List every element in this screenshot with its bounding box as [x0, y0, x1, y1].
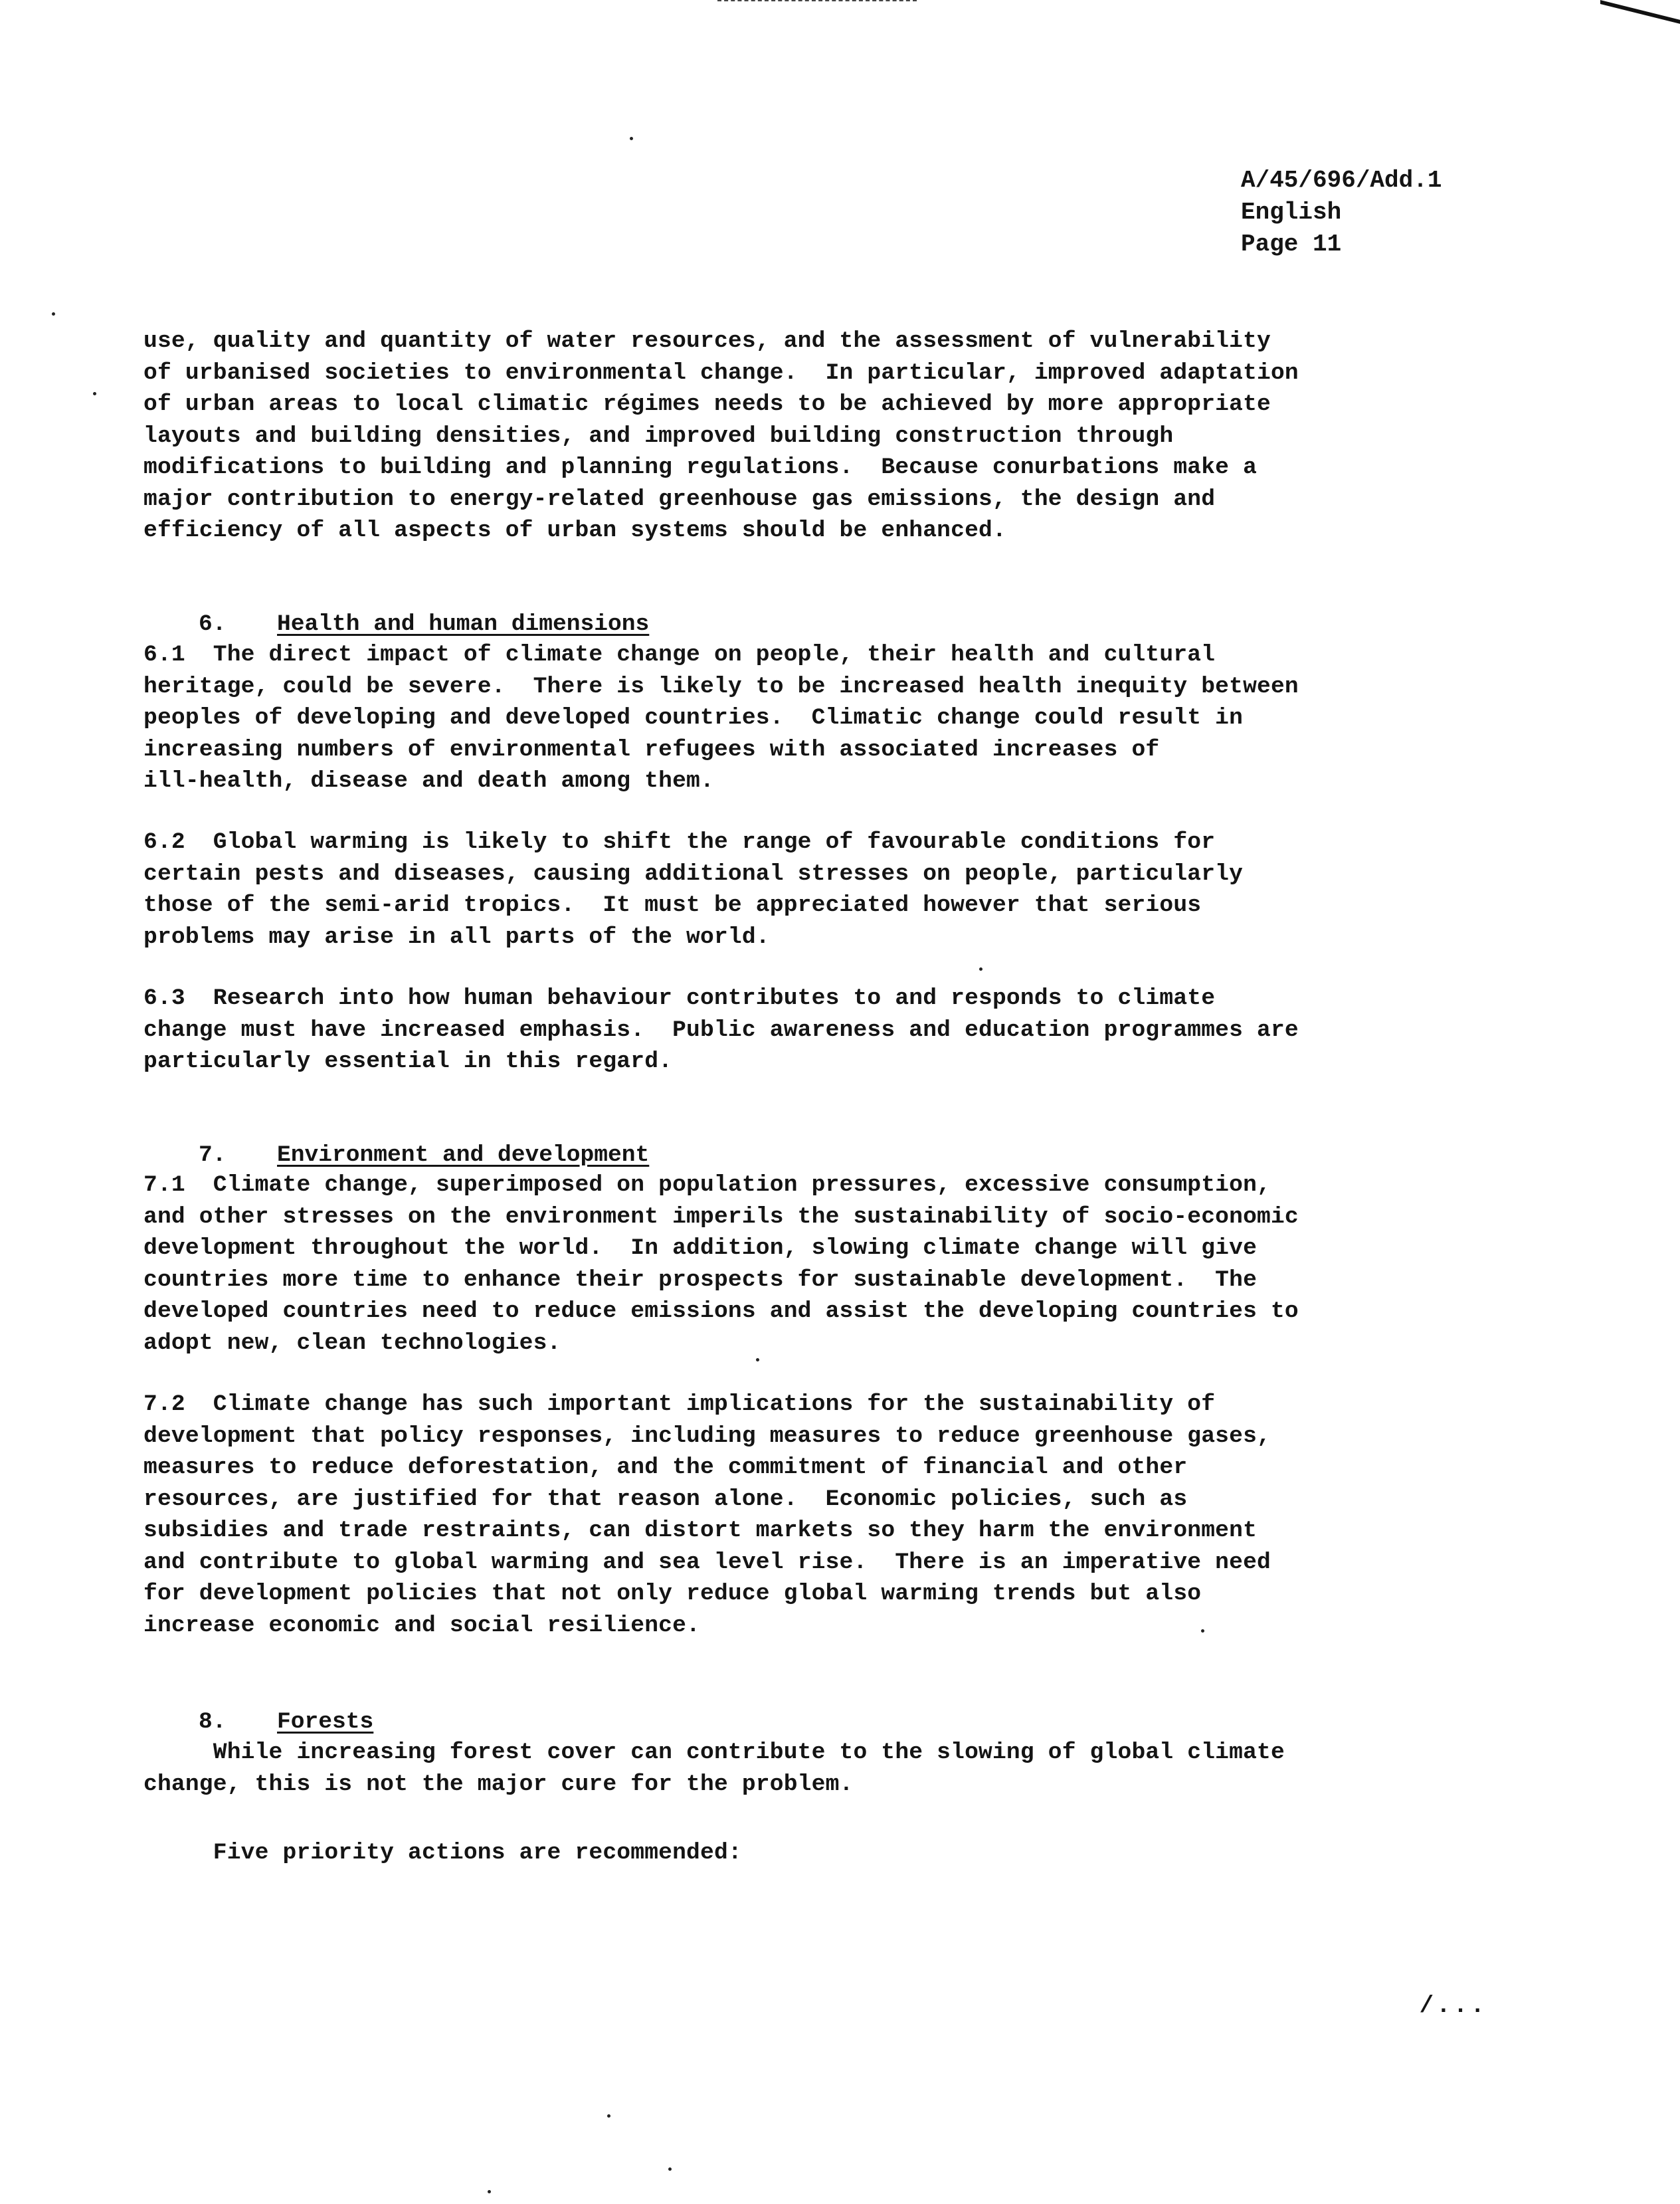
text-line: increasing numbers of environmental refugees with associated increases of [143, 736, 1160, 763]
scan-speck [1201, 1629, 1204, 1633]
continuation-mark: /... [1419, 1992, 1487, 2019]
scan-speck [607, 2114, 610, 2118]
text-line: heritage, could be severe. There is likely to be increased health inequity between [143, 673, 1299, 700]
paragraph-intro [143, 326, 1499, 547]
page-number: Page 11 [1241, 231, 1342, 258]
text-line: adopt new, clean technologies. [143, 1330, 561, 1356]
scan-corner-mark [1600, 0, 1680, 50]
text-line: problems may arise in all parts of the world. [143, 924, 770, 950]
scan-speck [756, 1358, 759, 1361]
text-line: change must have increased emphasis. Public awareness and education programmes are [143, 1017, 1299, 1043]
scan-speck [630, 137, 633, 140]
paragraph-7-2 [143, 1389, 1499, 1641]
paragraph-6-1 [143, 639, 1499, 797]
text-line: countries more time to enhance their prospects for sustainable development. The [143, 1266, 1258, 1293]
scan-speck [979, 967, 982, 971]
text-line: use, quality and quantity of water resources, and the assessment of vulnerability [143, 328, 1271, 354]
text-line: development throughout the world. In addition, slowing climate change will give [143, 1235, 1258, 1261]
text-line: resources, are justified for that reason alone. Economic policies, such as [143, 1486, 1188, 1512]
text-line: and other stresses on the environment imperils the sustainability of socio-economic [143, 1203, 1299, 1230]
paragraph-8-intro [143, 1737, 1499, 1800]
scan-speck [52, 312, 55, 316]
text-line: of urbanised societies to environmental change. In particular, improved adaptation [143, 359, 1299, 386]
text-line: major contribution to energy-related greenhouse gas emissions, the design and [143, 486, 1216, 512]
text-line: 6.3 Research into how human behaviour contributes to and responds to climate [143, 985, 1216, 1011]
text-line: and contribute to global warming and sea level rise. There is an imperative need [143, 1549, 1271, 1575]
text-line: development that policy responses, including measures to reduce greenhouse gases, [143, 1423, 1271, 1449]
text-line: peoples of developing and developed countries. Climatic change could result in [143, 705, 1244, 731]
text-line: While increasing forest cover can contribute to the slowing of global climate [143, 1740, 1285, 1765]
text-line: Five priority actions are recommended: [143, 1840, 742, 1866]
text-line: certain pests and diseases, causing additional stresses on people, particularly [143, 860, 1244, 887]
text-line: 6.1 The direct impact of climate change on people, their health and cultural [143, 642, 1216, 668]
text-line: 7.1 Climate change, superimposed on population pressures, excessive consumption, [143, 1172, 1271, 1198]
section-number: 6. [199, 611, 227, 637]
text-line: subsidies and trade restraints, can distort markets so they harm the environment [143, 1518, 1258, 1544]
text-line: 7.2 Climate change has such important implications for the sustainability of [143, 1391, 1216, 1417]
text-line: those of the semi-arid tropics. It must be appreciated however that serious [143, 892, 1202, 918]
document-symbol: A/45/696/Add.1 [1241, 167, 1442, 194]
scan-edge-rule [717, 0, 917, 1]
text-line: change, this is not the major cure for the problem. [143, 1771, 854, 1797]
text-line: measures to reduce deforestation, and the commitment of financial and other [143, 1454, 1188, 1480]
text-line: modifications to building and planning regulations. Because conurbations make a [143, 454, 1258, 480]
text-line: for development policies that not only reduce global warming trends but also [143, 1581, 1202, 1607]
paragraph-6-2 [143, 827, 1499, 953]
section-number: 8. [199, 1708, 227, 1735]
paragraph-8-actions [143, 1837, 1499, 1869]
text-line: ill-health, disease and death among them. [143, 768, 714, 794]
section-number: 7. [199, 1142, 227, 1168]
text-line: 6.2 Global warming is likely to shift the range of favourable conditions for [143, 829, 1216, 855]
scan-speck [93, 392, 96, 395]
document-header [1241, 165, 1442, 260]
paragraph-6-3 [143, 983, 1499, 1078]
scan-speck [488, 2190, 491, 2193]
text-line: layouts and building densities, and improved building construction through [143, 423, 1174, 449]
text-line: increase economic and social resilience. [143, 1612, 701, 1639]
section-title: Environment and development [277, 1142, 650, 1168]
document-language: English [1241, 199, 1342, 226]
section-title: Forests [277, 1708, 374, 1735]
text-line: particularly essential in this regard. [143, 1049, 673, 1074]
text-line: of urban areas to local climatic régimes needs to be achieved by more appropriate [143, 391, 1271, 417]
paragraph-7-1 [143, 1169, 1499, 1359]
text-line: efficiency of all aspects of urban systems should be enhanced. [143, 518, 1006, 544]
scan-speck [668, 2167, 672, 2171]
section-title: Health and human dimensions [277, 611, 650, 637]
text-line: developed countries need to reduce emissions and assist the developing countries to [143, 1298, 1299, 1324]
